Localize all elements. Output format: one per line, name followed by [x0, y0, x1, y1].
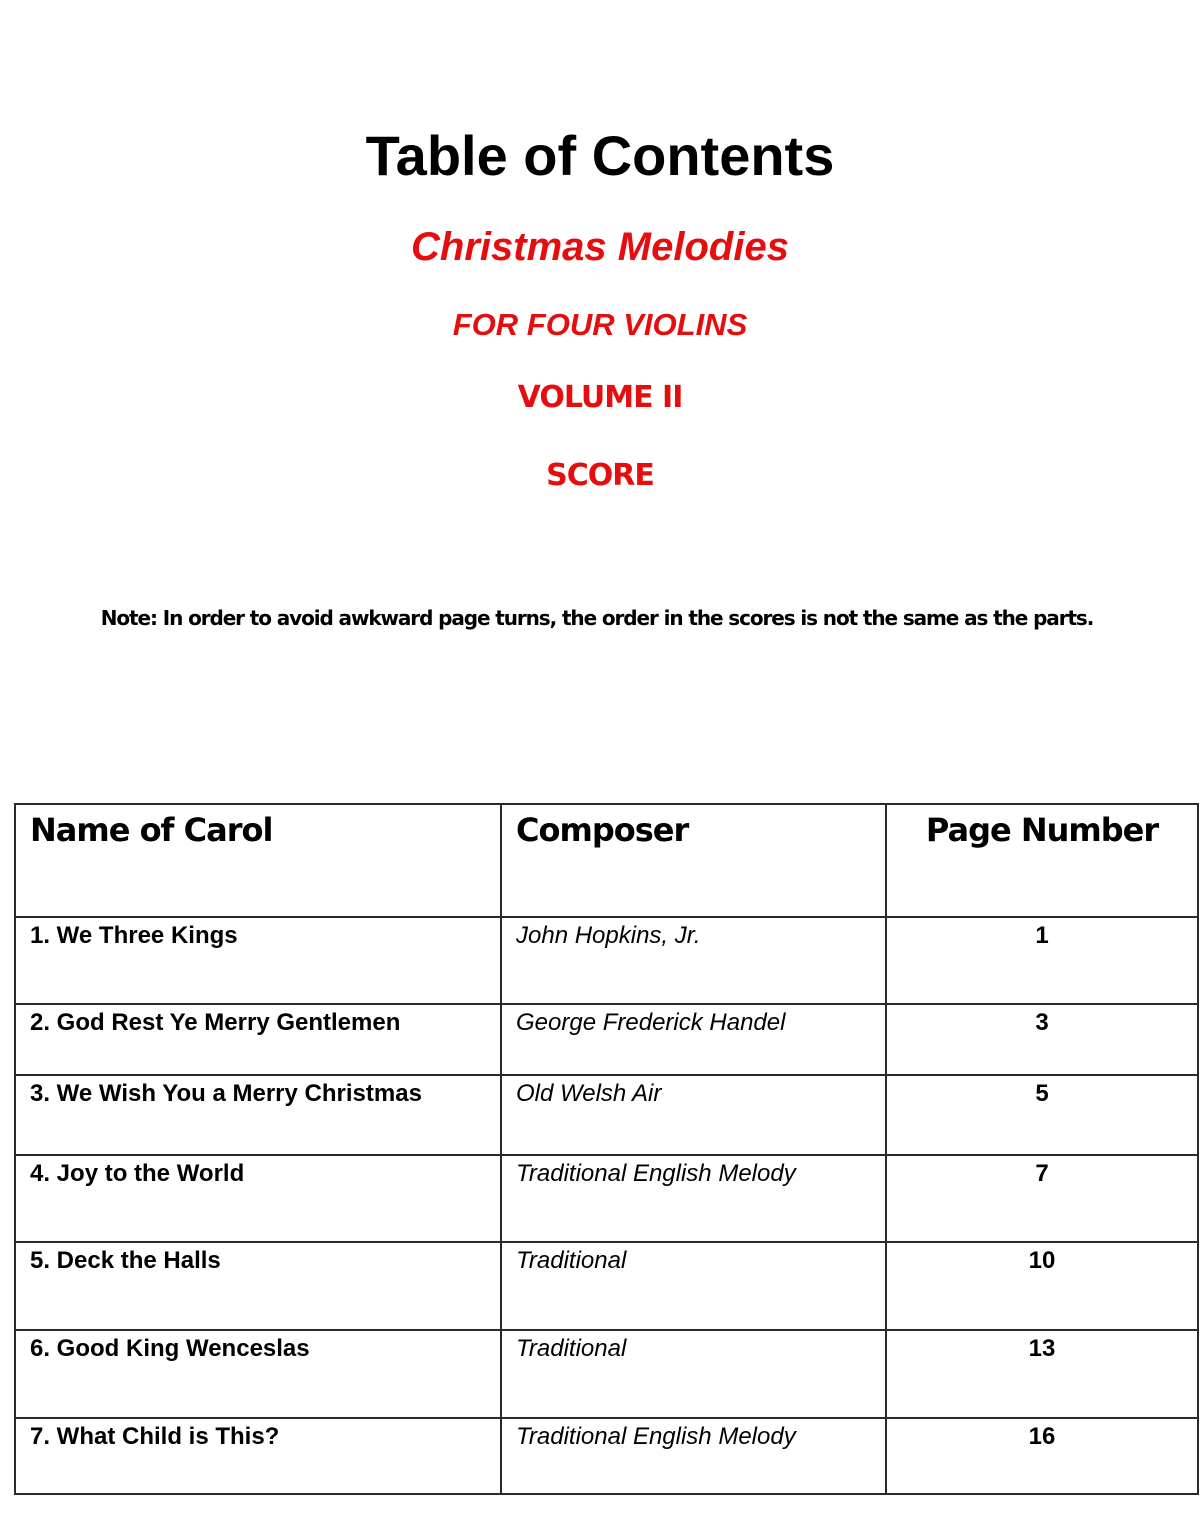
carol-name: 4. Joy to the World [15, 1155, 501, 1242]
carol-composer: Old Welsh Air [501, 1075, 886, 1155]
carol-composer: Traditional English Melody [501, 1155, 886, 1242]
carol-name: 3. We Wish You a Merry Christmas [15, 1075, 501, 1155]
carol-composer: Traditional English Melody [501, 1418, 886, 1494]
carol-page: 1 [886, 917, 1198, 1004]
table-row [15, 1004, 1198, 1075]
table-row [15, 917, 1198, 1004]
carol-name: 2. God Rest Ye Merry Gentlemen [15, 1004, 501, 1075]
carol-page: 3 [886, 1004, 1198, 1075]
carol-composer: George Frederick Handel [501, 1004, 886, 1075]
carol-page: 5 [886, 1075, 1198, 1155]
carol-composer: Traditional [501, 1330, 886, 1418]
contents-table [14, 803, 1199, 1495]
carol-name: 1. We Three Kings [15, 917, 501, 1004]
carol-name: 6. Good King Wenceslas [15, 1330, 501, 1418]
collection-title: Christmas Melodies [411, 225, 789, 269]
table-header-row [15, 804, 1198, 917]
table-row [15, 1330, 1198, 1418]
table-row [15, 1155, 1198, 1242]
column-header-name: Name of Carol [15, 804, 501, 917]
column-header-page: Page Number [886, 804, 1198, 917]
carol-name: 5. Deck the Halls [15, 1242, 501, 1330]
carol-name: 7. What Child is This? [15, 1418, 501, 1494]
table-row [15, 1418, 1198, 1494]
carol-page: 16 [886, 1418, 1198, 1494]
edition-label: SCORE [546, 458, 654, 493]
volume-label: VOLUME II [517, 380, 683, 415]
column-header-composer: Composer [501, 804, 886, 917]
instrumentation-label: FOR FOUR VIOLINS [452, 307, 748, 342]
carol-page: 13 [886, 1330, 1198, 1418]
order-note: Note: In order to avoid awkward page turns, the order in the scores is not the same as the parts. [100, 606, 1094, 630]
table-row [15, 1075, 1198, 1155]
carol-composer: Traditional [501, 1242, 886, 1330]
carol-composer: John Hopkins, Jr. [501, 917, 886, 1004]
carol-page: 7 [886, 1155, 1198, 1242]
carol-page: 10 [886, 1242, 1198, 1330]
table-row [15, 1242, 1198, 1330]
page-title: Table of Contents [365, 124, 835, 187]
